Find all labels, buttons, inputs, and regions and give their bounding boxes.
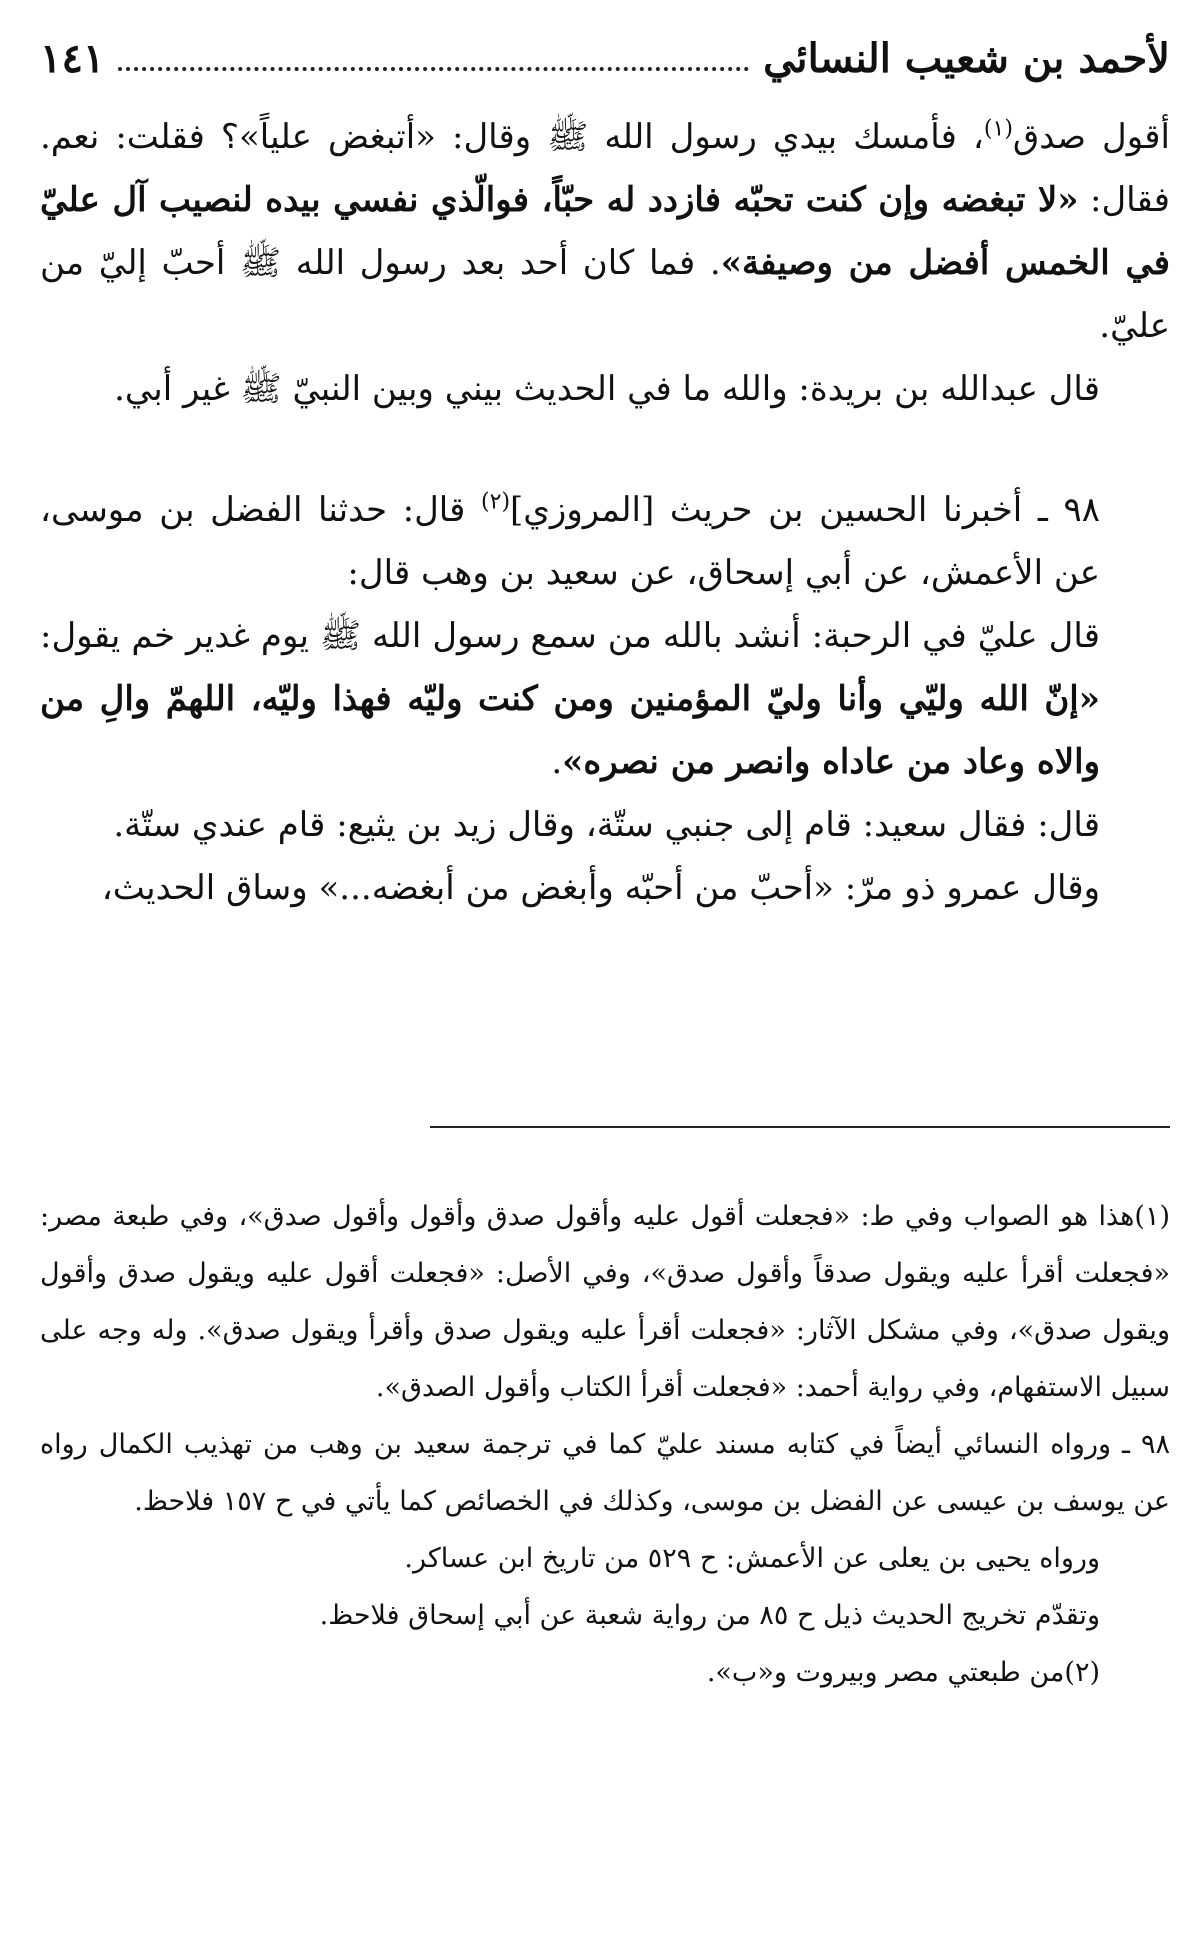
main-text [40,106,1170,920]
paragraph-5: قال: فقال سعيد: قام إلى جنبي ستّة، وقال زيد بن يثيع: قام عندي ستّة. [113,805,1100,845]
running-header [40,28,1170,88]
paragraph-4-start: قال عليّ في الرحبة: أنشد بالله من سمع رسول الله ﷺ يوم غدير خم يقول: [40,616,1100,656]
paragraph-1-middle: ، فأمسك بيدي رسول الله ﷺ وقال: «أتبغض علياً»؟ فقلت: نعم. فقال: [40,117,1170,220]
hadith-quote-1: «لا تبغضه وإن كنت تحبّه فازدد له حبّاً، فوالّذي نفسي بيده لنصيب آل عليّ في الخمس أفضل من وصيفة» [40,180,1170,283]
footnote-98: ٩٨ ـ ورواه النسائي أيضاً في كتابه مسند عليّ كما في ترجمة سعيد بن وهب من تهذيب الكمال رواه عن يوسف بن عيسى عن الفضل بن موسى، وكذلك في الخصائص كما يأتي في ح ١٥٧ فلاحظ. [40,1429,1170,1517]
footnote-divider [430,1126,1170,1128]
dotted-leader [118,45,749,71]
footnotes [40,1188,1170,1701]
hadith-98-chain [40,479,1170,605]
page-number: ١٤١ [40,34,105,82]
paragraph-1-start: أقول صدق [1012,117,1171,157]
paragraph-4-end: . [551,742,563,782]
footnote-98-line-2: ورواه يحيى بن يعلى عن الأعمش: ح ٥٢٩ من تاريخ ابن عساكر. [404,1543,1100,1574]
footnote-ref-1: (١) [983,116,1013,142]
hadith-98-start: ٩٨ ـ أخبرنا الحسين بن حريث [المروزي] [510,490,1100,530]
footnote-1: (١)هذا هو الصواب وفي ط: «فجعلت أقول عليه وأقول صدق وأقول وأقول صدق»، وفي طبعة مصر: «فجعلت أقرأ عليه ويقول صدقاً وأقول صدق»، وفي الأصل: «فجعلت أقول عليه ويقول صدق وأقول ويقول صدق»، وفي مشكل الآثار: «فجعلت أقرأ عليه ويقول صدق وأقرأ ويقول صدق». وله وجه على سبيل الاستفهام، وفي رواية أحمد: «فجعلت أقرأ الكتاب وأقول الصدق». [40,1201,1170,1403]
paragraph-4 [40,605,1170,794]
hadith-98-rest: قال: حدثنا الفضل بن موسى، عن الأعمش، عن أبي إسحاق، عن سعيد بن وهب قال: [40,490,1100,593]
footnote-2: (٢)من طبعتي مصر وبيروت و«ب». [706,1657,1100,1688]
footnote-98-line-3: وتقدّم تخريج الحديث ذيل ح ٨٥ من رواية شعبة عن أبي إسحاق فلاحظ. [319,1600,1100,1631]
hadith-quote-2: «إنّ الله وليّي وأنا وليّ المؤمنين ومن كنت وليّه فهذا وليّه، اللهمّ والِ من والاه وعاد من عاداه وانصر من نصره» [40,679,1100,782]
book-page [40,28,1170,1928]
paragraph-6: وقال عمرو ذو مرّ: «أحبّ من أحبّه وأبغض من أبغضه...» وساق الحديث، [101,868,1100,908]
paragraph-2: قال عبدالله بن بريدة: والله ما في الحديث بيني وبين النبيّ ﷺ غير أبي. [114,369,1100,409]
footnote-ref-2: (٢) [481,489,511,515]
running-title: لأحمد بن شعيب النسائي [763,34,1170,82]
paragraph-1-end: . فما كان أحد بعد رسول الله ﷺ أحبّ إليّ من عليّ. [40,243,1170,346]
paragraph-1 [40,106,1170,358]
